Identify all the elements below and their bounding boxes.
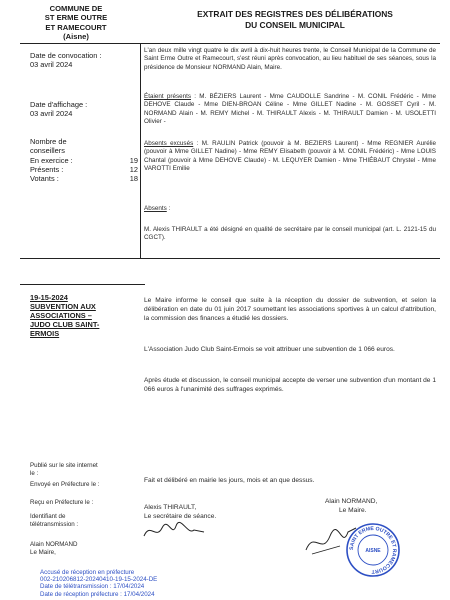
excuses-paragraph	[144, 140, 436, 173]
stamp-line-2: 002-210206812-20240410-19-15-2024-DE	[40, 576, 158, 584]
secretary-title: Le secrétaire de séance.	[144, 513, 217, 520]
convocation-block	[30, 51, 138, 69]
department: (Aisne)	[63, 32, 89, 42]
deliberation-para-1: Le Maire informe le conseil que suite à la réception du dossier de subvention, et selon la délibération en date du 01 juin 2017 soumettant les associations sportives à un calcul d'attribution, la commission des finances a étudié les dossiers.	[144, 297, 436, 322]
deliberation-heading	[30, 293, 145, 338]
affichage-label: Date d'affichage :	[30, 100, 88, 109]
presents-list: : M. BÉZIERS Laurent - Mme CAUDOLLE Sandrine - M. CONIL Frédéric - Mme DEHOVE Claude - Mme DIEN-BROAN Céline - Mme GILLET Nadine - M. GOSSET Cyril - M. NORMAND Alain - M. REMY Michel - M. THIRAULT Alexis - M. THIRAULT Damien - M. USOLETTI Olivier -	[144, 93, 436, 125]
svg-text:SAINT ERME OUTRE ET RAMECOURT: SAINT ERME OUTRE ET RAMECOURT	[348, 525, 398, 575]
conseillers-label-1: Nombre de	[30, 137, 67, 146]
commune-seal	[345, 522, 401, 578]
secretary-name: Alexis THIRAULT,	[144, 504, 197, 511]
subject-line: SUBVENTION AUX	[30, 302, 96, 312]
stat-row-presents	[30, 165, 140, 174]
mayor-title-right: Le Maire.	[339, 507, 367, 514]
stat-row-exercice	[30, 156, 140, 165]
attendance-stats	[30, 156, 140, 184]
deliberation-para-3: Après étude et discussion, le conseil municipal accepte de verser une subvention d'un montant de 1 066 euros à l'unanimité des suffrages exprimés.	[144, 377, 436, 393]
presents-heading: Étaient présents	[144, 93, 191, 100]
subject-line: ERMOIS	[30, 329, 60, 339]
commune-line: ST ERME OUTRE	[44, 13, 108, 23]
presents-label: Présents :	[30, 165, 64, 175]
svg-text:AISNE: AISNE	[365, 548, 381, 554]
secretary-signature	[140, 518, 210, 544]
stamp-line-3: Date de télétransmission : 17/04/2024	[40, 583, 145, 591]
stamp-line-1: Accusé de réception en préfecture	[40, 569, 135, 576]
deliberation-number: 19-15-2024	[30, 293, 68, 302]
presents-value: 12	[129, 165, 138, 175]
stat-row-votants	[30, 174, 140, 183]
excuses-heading: Absents excusés	[144, 140, 194, 147]
case-rule	[20, 284, 145, 285]
commune-line: COMMUNE DE	[49, 4, 103, 13]
absents-list: :	[168, 205, 171, 212]
mayor-name-right: Alain NORMAND,	[325, 498, 378, 505]
commune-header	[20, 4, 132, 42]
published-label-2: le :	[30, 470, 39, 477]
header-rule	[20, 43, 440, 44]
affichage-block	[30, 100, 138, 118]
ident-block	[30, 513, 140, 529]
absents-paragraph	[144, 205, 436, 213]
title-line-1: EXTRAIT DES REGISTRES DES DÉLIBÉRATIONS	[197, 9, 393, 19]
section-rule	[20, 258, 440, 259]
prefecture-receipt-stamp	[40, 569, 190, 598]
ident-label-1: Identifiant de	[30, 513, 66, 520]
ident-label-2: télétransmission :	[30, 521, 79, 528]
stamp-line-4: Date de réception préfecture : 17/04/2024	[40, 590, 155, 598]
subject-line: ASSOCIATIONS –	[30, 311, 92, 321]
excuses-list: : M. RAULIN Patrick (pouvoir à M. BEZIERS Laurent) - Mme REGNIER Aurélie (pouvoir à Mme GILLET Nadine) - Mme REMY Elisabeth (pouvoir à M. CONIL Frédéric) - Mme LOUIS Chantal (pouvoir à Mme DEHOVE Claude) - M. LEQUYER Damien - Mme THIÉBAUT Chrystel - Mme VAROTTI Emilie	[144, 140, 436, 172]
commune-line: ET RAMECOURT	[45, 22, 107, 32]
published-label-1: Publié sur le site internet	[30, 462, 98, 469]
affichage-date: 03 avril 2024	[30, 109, 73, 119]
done-statement: Fait et délibéré en mairie les jours, mois et an que dessus.	[144, 477, 315, 484]
document-title	[150, 9, 440, 30]
column-divider	[140, 43, 141, 258]
mayor-title-left: Le Maire,	[30, 549, 56, 556]
published-block	[30, 462, 140, 478]
exercice-label: En exercice :	[30, 156, 73, 165]
mayor-name-left: Alain NORMAND	[30, 541, 78, 548]
absents-heading: Absents	[144, 205, 167, 212]
sent-label: Envoyé en Préfecture le :	[30, 481, 100, 488]
exercice-value: 19	[129, 156, 138, 165]
conseillers-label-2: conseillers	[30, 146, 65, 156]
title-line-2: DU CONSEIL MUNICIPAL	[245, 19, 345, 30]
convocation-label: Date de convocation :	[30, 51, 102, 60]
votants-value: 18	[129, 174, 138, 184]
received-label: Reçu en Préfecture le :	[30, 499, 94, 506]
meeting-opening: L'an deux mille vingt quatre le dix avril à dix-huit heures trente, le Conseil Municipal de la Commune de Saint Erme Outre et Ramecourt, s'est réuni après convocation, au lieu habituel de ses séances, sous la présidence de Monsieur NORMAND Alain, Maire.	[144, 47, 436, 71]
secretary-paragraph: M. Alexis THIRAULT a été désigné en qualité de secrétaire par le conseil municipal (art. L. 2121-15 du CGCT).	[144, 226, 436, 242]
votants-label: Votants :	[30, 174, 59, 184]
deliberation-para-2: L'Association Judo Club Saint-Ermois se voit attribuer une subvention de 1 066 euros.	[144, 346, 395, 353]
presents-paragraph	[144, 93, 436, 126]
convocation-date: 03 avril 2024	[30, 60, 73, 70]
mayor-block-left	[30, 541, 140, 557]
subject-line: JUDO CLUB SAINT-	[30, 320, 100, 330]
conseillers-block	[30, 137, 138, 155]
mayor-signature-block	[325, 497, 435, 515]
